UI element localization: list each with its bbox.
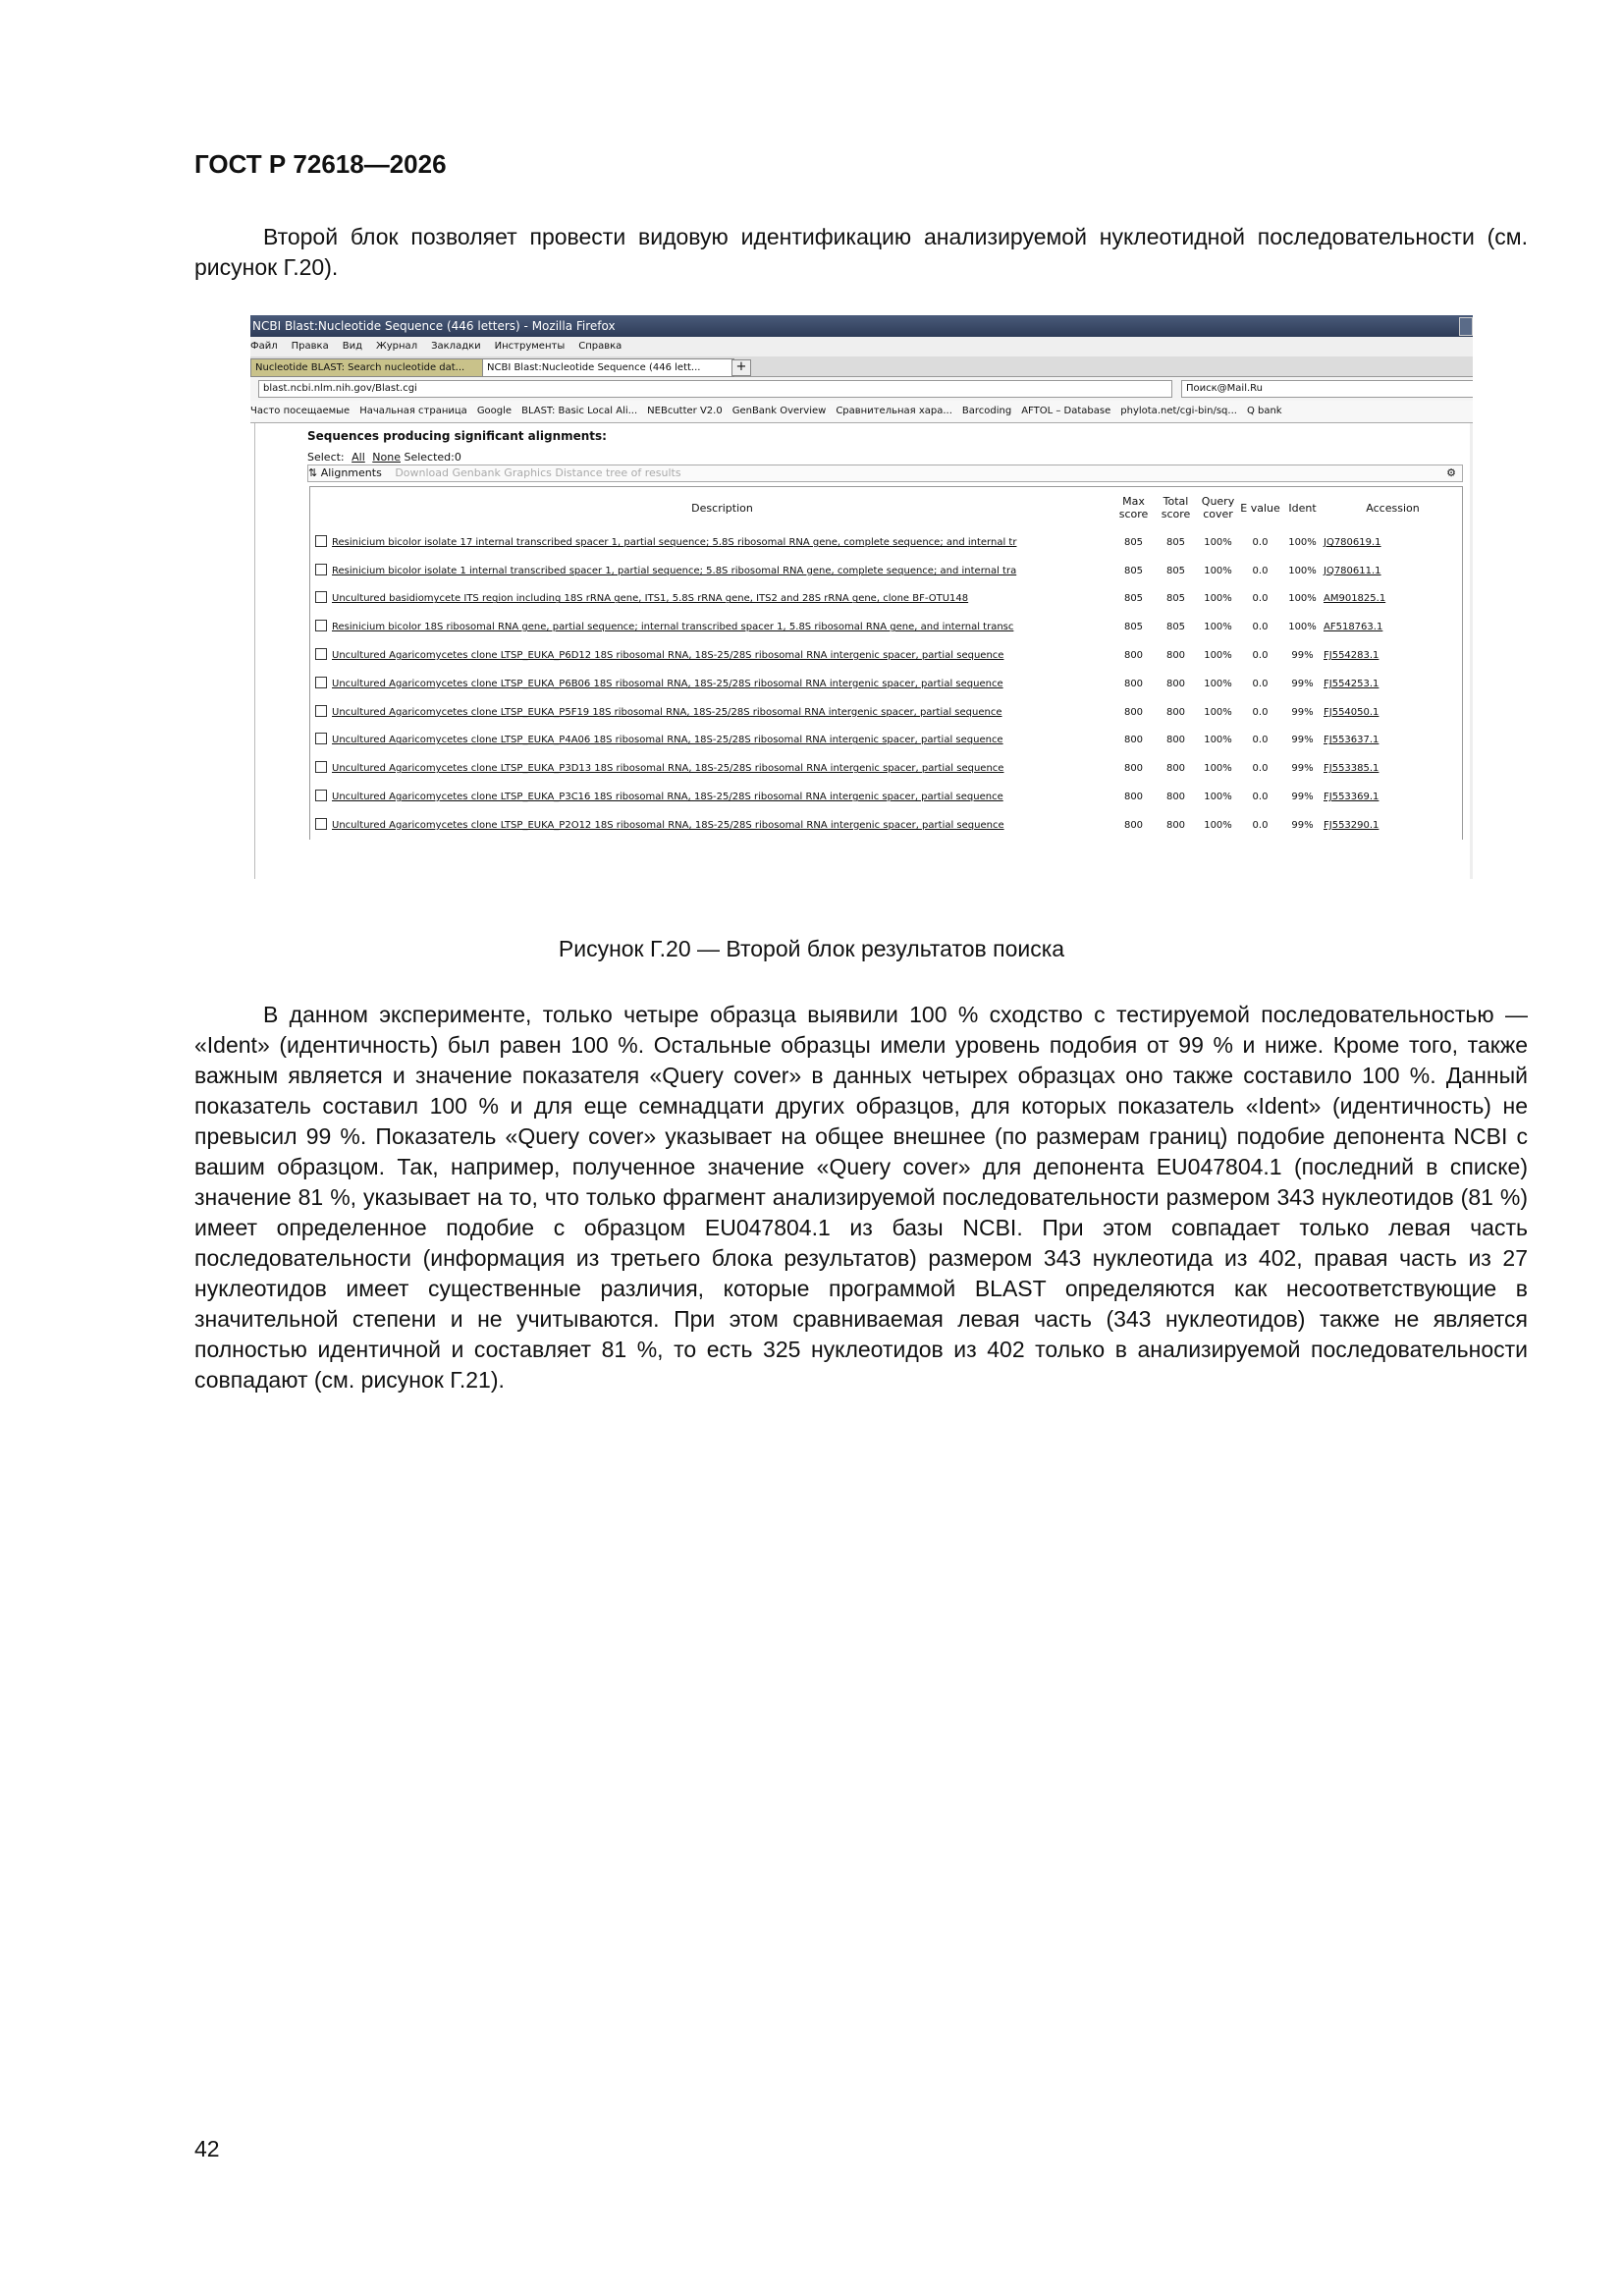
row-total-score: 800 (1165, 792, 1186, 803)
row-max-score: 805 (1123, 536, 1144, 548)
page-number: 42 (194, 2136, 220, 2161)
table-row (310, 670, 1463, 698)
blast-screenshot (250, 315, 1473, 901)
row-e-value: 0.0 (1252, 792, 1269, 803)
alignments-links[interactable]: Download Genbank Graphics Distance tree of results (395, 466, 681, 479)
row-max-score: 800 (1123, 792, 1144, 803)
row-total-score: 800 (1165, 678, 1186, 689)
row-e-value: 0.0 (1252, 678, 1269, 689)
results-table (309, 486, 1463, 840)
row-total-score: 800 (1165, 763, 1186, 775)
row-description[interactable]: Uncultured Agaricomycetes clone LTSP_EUKA_P3C16 18S ribosomal RNA, 18S-25/28S ribosomal RNA intergenic spacer, partial sequence (332, 792, 1003, 803)
bookmark-item[interactable]: phylota.net/cgi-bin/sq... (1120, 406, 1237, 416)
row-query-cover: 100% (1204, 735, 1232, 746)
scroll-edge (1470, 423, 1473, 879)
row-e-value: 0.0 (1252, 622, 1269, 633)
col-ident[interactable]: Ident (1288, 501, 1317, 515)
row-max-score: 805 (1123, 565, 1144, 576)
document-header: ГОСТ Р 72618—2026 (194, 149, 447, 179)
row-max-score: 800 (1123, 735, 1144, 746)
row-e-value: 0.0 (1252, 819, 1269, 831)
row-description[interactable]: Uncultured Agaricomycetes clone LTSP_EUKA_P4A06 18S ribosomal RNA, 18S-25/28S ribosomal RNA intergenic spacer, partial sequence (332, 735, 1003, 746)
menu-item[interactable]: Инструменты (494, 341, 566, 352)
row-max-score: 800 (1123, 819, 1144, 831)
row-accession[interactable]: JQ780619.1 (1324, 536, 1381, 548)
row-checkbox-cell (310, 754, 333, 783)
row-total-score: 800 (1165, 650, 1186, 662)
row-max-score: 805 (1123, 593, 1144, 605)
col-description[interactable]: Description (691, 501, 753, 515)
bookmark-item[interactable]: Q bank (1246, 406, 1282, 416)
row-accession[interactable]: FJ554283.1 (1324, 650, 1380, 662)
figure-caption: Рисунок Г.20 — Второй блок результатов поиска (558, 936, 1065, 961)
select-label: Select: (307, 451, 345, 464)
row-query-cover: 100% (1204, 678, 1232, 689)
row-checkbox[interactable] (315, 818, 327, 830)
row-ident: 99% (1291, 706, 1314, 718)
table-row (310, 698, 1463, 727)
row-accession[interactable]: AM901825.1 (1324, 593, 1386, 605)
row-e-value: 0.0 (1252, 565, 1269, 576)
tab-bar (250, 356, 1473, 377)
row-total-score: 805 (1165, 536, 1186, 548)
table-row (310, 727, 1463, 755)
row-description[interactable]: Uncultured Agaricomycetes clone LTSP_EUKA_P3D13 18S ribosomal RNA, 18S-25/28S ribosomal RNA intergenic spacer, partial sequence (332, 763, 1004, 775)
row-max-score: 800 (1123, 678, 1144, 689)
row-query-cover: 100% (1204, 536, 1232, 548)
select-controls (307, 451, 461, 464)
menu-item[interactable]: Журнал (375, 341, 418, 352)
url-field[interactable]: blast.ncbi.nlm.nih.gov/Blast.cgi (258, 380, 1172, 398)
row-ident: 99% (1291, 735, 1314, 746)
row-checkbox[interactable] (315, 705, 327, 717)
bookmark-item[interactable]: GenBank Overview (731, 406, 827, 416)
row-query-cover: 100% (1204, 622, 1232, 633)
row-e-value: 0.0 (1252, 763, 1269, 775)
row-checkbox-cell (310, 585, 333, 614)
col-max-score[interactable]: Max score (1118, 495, 1149, 520)
col-checkbox (310, 487, 333, 529)
row-query-cover: 100% (1204, 706, 1232, 718)
menu-bar (250, 337, 1473, 356)
row-total-score: 800 (1165, 706, 1186, 718)
row-max-score: 800 (1123, 650, 1144, 662)
bookmark-item[interactable]: NEBcutter V2.0 (647, 406, 723, 416)
row-checkbox-cell (310, 557, 333, 585)
table-row (310, 557, 1463, 585)
row-checkbox-cell (310, 727, 333, 755)
bookmark-item[interactable]: Сравнительная хара... (836, 406, 952, 416)
row-e-value: 0.0 (1252, 536, 1269, 548)
window-title: NCBI Blast:Nucleotide Sequence (446 letters) - Mozilla Firefox (252, 319, 616, 333)
row-accession[interactable]: AF518763.1 (1324, 622, 1383, 633)
row-checkbox-cell (310, 528, 333, 557)
row-ident: 100% (1288, 565, 1317, 576)
navigation-bar (250, 377, 1473, 401)
menu-item[interactable]: Закладки (431, 341, 481, 352)
window-titlebar (250, 315, 1473, 337)
row-query-cover: 100% (1204, 819, 1232, 831)
row-ident: 99% (1291, 678, 1314, 689)
tab-ncbi-blast[interactable]: NCBI Blast:Nucleotide Sequence (446 lett... (482, 358, 734, 377)
row-checkbox-cell (310, 641, 333, 670)
blast-page (250, 423, 1473, 879)
row-accession[interactable]: FJ553637.1 (1324, 735, 1380, 746)
row-total-score: 800 (1165, 735, 1186, 746)
row-total-score: 805 (1165, 593, 1186, 605)
row-accession[interactable]: FJ554253.1 (1324, 678, 1380, 689)
col-e-value[interactable]: E value (1240, 501, 1280, 515)
row-description[interactable]: Uncultured Agaricomycetes clone LTSP_EUKA_P6D12 18S ribosomal RNA, 18S-25/28S ribosomal RNA intergenic spacer, partial sequence (332, 650, 1004, 662)
row-accession[interactable]: JQ780611.1 (1324, 565, 1381, 576)
row-accession[interactable]: FJ553385.1 (1324, 763, 1380, 775)
row-query-cover: 100% (1204, 593, 1232, 605)
row-checkbox[interactable] (315, 733, 327, 744)
table-row (310, 811, 1463, 840)
row-ident: 100% (1288, 536, 1317, 548)
row-max-score: 805 (1123, 622, 1144, 633)
row-query-cover: 100% (1204, 763, 1232, 775)
row-checkbox-cell (310, 783, 333, 811)
row-checkbox[interactable] (315, 564, 327, 575)
row-e-value: 0.0 (1252, 650, 1269, 662)
row-e-value: 0.0 (1252, 735, 1269, 746)
gear-icon[interactable]: ⚙ (1446, 466, 1456, 479)
menu-item[interactable]: Вид (342, 341, 362, 352)
col-query-cover[interactable]: Query cover (1201, 495, 1235, 520)
row-checkbox[interactable] (315, 620, 327, 631)
alignments-label: Alignments (320, 466, 382, 479)
window-close-icon[interactable] (1459, 317, 1473, 336)
paragraph-intro: Второй блок позволяет провести видовую идентификацию анализируемой нуклеотидной последовательности (см. рисунок Г.20). (194, 224, 1528, 280)
row-checkbox[interactable] (315, 535, 327, 547)
row-ident: 99% (1291, 650, 1314, 662)
row-ident: 99% (1291, 792, 1314, 803)
row-checkbox[interactable] (315, 790, 327, 801)
row-query-cover: 100% (1204, 565, 1232, 576)
row-total-score: 800 (1165, 819, 1186, 831)
section-title: Sequences producing significant alignments: (307, 429, 607, 443)
row-checkbox[interactable] (315, 591, 327, 603)
bookmark-item[interactable]: Начальная страница (359, 406, 467, 416)
row-description[interactable]: Resinicium bicolor 18S ribosomal RNA gene, partial sequence; internal transcribed spacer 1, 5.8S ribosomal RNA gene, and internal transc (332, 622, 1014, 633)
row-query-cover: 100% (1204, 650, 1232, 662)
selected-count: Selected:0 (404, 451, 461, 464)
bookmark-item[interactable]: Barcoding (961, 406, 1012, 416)
row-checkbox[interactable] (315, 677, 327, 688)
table-row (310, 783, 1463, 811)
row-description[interactable]: Uncultured Agaricomycetes clone LTSP_EUKA_P2O12 18S ribosomal RNA, 18S-25/28S ribosomal RNA intergenic spacer, partial sequence (332, 819, 1004, 831)
row-description[interactable]: Resinicium bicolor isolate 1 internal transcribed spacer 1, partial sequence; 5.8S ribosomal RNA gene, complete sequence; and internal tra (332, 565, 1017, 576)
menu-item[interactable]: Правка (291, 341, 329, 352)
row-total-score: 805 (1165, 622, 1186, 633)
select-none-link[interactable]: None (372, 451, 401, 464)
row-e-value: 0.0 (1252, 593, 1269, 605)
row-ident: 100% (1288, 593, 1317, 605)
row-checkbox[interactable] (315, 648, 327, 660)
row-checkbox-cell (310, 670, 333, 698)
row-description[interactable]: Uncultured Agaricomycetes clone LTSP_EUKA_P5F19 18S ribosomal RNA, 18S-25/28S ribosomal RNA intergenic spacer, partial sequence (332, 706, 1002, 718)
paragraph-body: В данном эксперименте, только четыре образца выявили 100 % сходство с тестируемой последовательностью — «Ident» (идентичность) был равен 100 %. Остальные образцы имели уровень подобия от 99 % и ниже. Кроме того, также важным является и значение показателя «Query cover» в данных четырех образцах оно также составило 100 %. Данный показатель составил 100 % и для еще семнадцати других образцов, для которых показатель «Ident» (идентичность) не превысил 99 %. Показатель «Query cover» указывает на общее внешнее (по размерам границ) подобие депонента NCBI с вашим образцом. Так, например, полученное значение «Query cover» для депонента EU047804.1 (последний в списке) значение 81 %, указывает на то, что только фрагмент анализируемой последовательности размером 343 нуклеотидов (81 %) имеет определенное подобие с образцом EU047804.1 из базы NCBI. При этом совпадает только левая часть последовательности (информация из третьего блока результатов) размером 343 нуклеотида из 402, правая часть из 27 нуклеотидов имеет существенные различия, которые программой BLAST определяются как несоответствующие в значительной степени и не учитываются. При этом сравниваемая левая часть (343 нуклеотидов) также не является полностью идентичной и составляет 81 %, то есть 325 нуклеотидов из 402 только в анализируемой последовательности совпадают (см. рисунок Г.21). (194, 1002, 1528, 1393)
bookmark-item[interactable]: BLAST: Basic Local Ali... (521, 406, 638, 416)
row-max-score: 800 (1123, 763, 1144, 775)
new-tab-button[interactable]: + (731, 359, 751, 376)
row-description[interactable]: Uncultured basidiomycete ITS region including 18S rRNA gene, ITS1, 5.8S rRNA gene, ITS2 and 28S rRNA gene, clone BF-OTU148 (332, 593, 969, 605)
row-total-score: 805 (1165, 565, 1186, 576)
row-ident: 99% (1291, 763, 1314, 775)
menu-item[interactable]: Справка (578, 341, 622, 352)
row-checkbox-cell (310, 698, 333, 727)
bookmark-item[interactable]: AFTOL – Database (1021, 406, 1111, 416)
row-checkbox-cell (310, 811, 333, 840)
table-row (310, 754, 1463, 783)
row-checkbox-cell (310, 613, 333, 641)
table-row (310, 585, 1463, 614)
bookmarks-bar (250, 401, 1473, 423)
row-query-cover: 100% (1204, 792, 1232, 803)
table-row (310, 613, 1463, 641)
menu-item[interactable]: Файл (250, 341, 278, 352)
row-checkbox[interactable] (315, 761, 327, 773)
page-border (254, 423, 255, 879)
row-accession[interactable]: FJ554050.1 (1324, 706, 1380, 718)
tab-nucleotide-blast[interactable]: Nucleotide BLAST: Search nucleotide dat... (250, 358, 486, 377)
row-ident: 99% (1291, 819, 1314, 831)
row-description[interactable]: Uncultured Agaricomycetes clone LTSP_EUKA_P6B06 18S ribosomal RNA, 18S-25/28S ribosomal RNA intergenic spacer, partial sequence (332, 678, 1003, 689)
search-field[interactable]: Поиск@Mail.Ru (1181, 380, 1473, 398)
col-accession[interactable]: Accession (1366, 501, 1420, 515)
select-all-link[interactable]: All (352, 451, 365, 464)
row-ident: 100% (1288, 622, 1317, 633)
bookmark-item[interactable]: Google (476, 406, 513, 416)
row-e-value: 0.0 (1252, 706, 1269, 718)
row-description[interactable]: Resinicium bicolor isolate 17 internal transcribed spacer 1, partial sequence; 5.8S ribosomal RNA gene, complete sequence; and internal tr (332, 536, 1017, 548)
alignments-toolbar (307, 465, 1463, 482)
row-max-score: 800 (1123, 706, 1144, 718)
sort-icon: ⇅ (308, 466, 318, 479)
table-row (310, 641, 1463, 670)
table-row (310, 528, 1463, 557)
bookmark-item[interactable]: Часто посещаемые (250, 406, 351, 416)
row-accession[interactable]: FJ553369.1 (1324, 792, 1380, 803)
col-total-score[interactable]: Total score (1161, 495, 1191, 520)
row-accession[interactable]: FJ553290.1 (1324, 819, 1380, 831)
